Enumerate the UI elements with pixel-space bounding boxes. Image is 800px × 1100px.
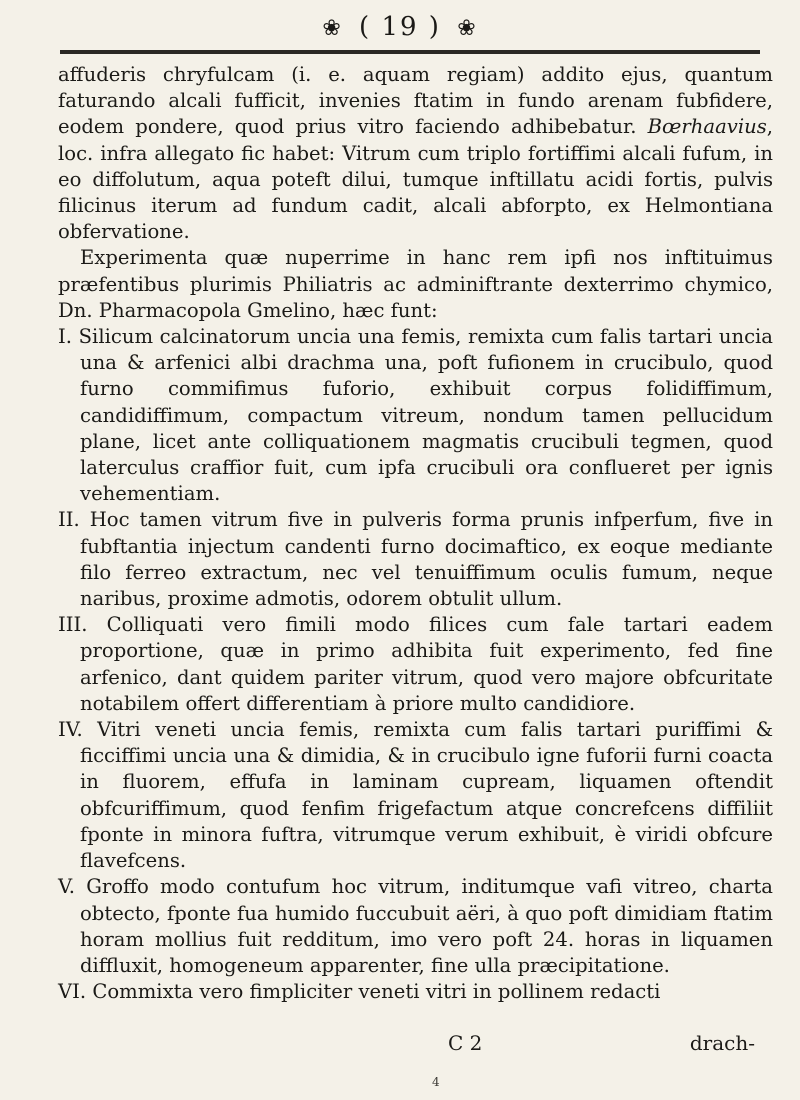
page-number: ( 19 ) [359,12,441,42]
page-header [0,12,800,42]
signature-mark: C 2 [448,1031,483,1055]
paragraph-1: affuderis chryfulcam (i. e. aquam regiam) addito ejus, quantum faturando alcali fufficit, invenies ftatim in fundo arenam fubfidere, eodem pondere, quod prius vitro faciendo adhibebatur. Bœrhaavius, loc. infra allegato fic habet: Vitrum cum triplo fortiffimi alcali fufum, in eo diffolutum, aqua poteft dilui, tumque inftillatu acidi fortis, pulvis filicinus iterum ad fundum cadit, alcali abforpto, ex Helmontiana obfervatione. [58,63,774,244]
footer-mark: 4 [432,1075,440,1089]
header-rule [60,50,760,54]
body-text [58,62,773,1005]
left-ornament-icon: ❀ [322,16,343,41]
author-name: Bœrhaavius [647,115,767,139]
catchword: drach- [689,1031,755,1055]
paragraph-2: Experimenta quæ nuperrime in hanc rem ipfi nos inftituimus præfentibus plurimis Philiatris ac adminiftrante dexterrimo chymico, Dn. Pharmacopola Gmelino, hæc funt: [58,246,773,322]
right-ornament-icon: ❀ [457,16,478,41]
experiment-3: III. Colliquati vero fimili modo filices cum fale tartari eadem proportione, quæ in primo adhibita fuit experimento, fed fine arfenico, dant quidem pariter vitrum, quod vero majore obfcuritate notabilem offert differentiam à priore multo candidiore. [58,613,773,715]
experiment-1: I. Silicum calcinatorum uncia una femis, remixta cum falis tartari uncia una & arfenici albi drachma una, poft fufionem in crucibulo, quod furno commifimus fuforio, exhibuit corpus folidiffimum, candidiffimum, compactum vitreum, nondum tamen pellucidum plane, licet ante colliquationem magmatis crucibuli tegmen, quod laterculus craffior fuit, cum ipfa crucibuli ora conflueret per ignis vehementiam. [58,325,773,506]
experiment-6: VI. Commixta vero fimpliciter veneti vitri in pollinem redacti [58,980,661,1004]
experiment-5: V. Groffo modo contufum hoc vitrum, inditumque vafi vitreo, charta obtecto, fponte fua humido fuccubuit aëri, à quo poft dimidiam ftatim horam mollius fuit redditum, imo vero poft 24. horas in liquamen diffluxit, homogeneum apparenter, fine ulla præcipitatione. [58,875,773,977]
experiment-4: IV. Vitri veneti uncia femis, remixta cum falis tartari puriffimi & ficciffimi uncia una & dimidia, & in crucibulo igne fuforii furni coacta in fluorem, effufa in laminam cupream, liquamen oftendit obfcuriffimum, quod fenfim frigefactum atque concrefcens diffiliit fponte in minora fuftra, vitrumque verum exhibuit, è viridi obfcure flavefcens. [58,718,774,873]
experiment-2: II. Hoc tamen vitrum five in pulveris forma prunis infperfum, five in fubftantia injectum candenti furno docimaftico, ex eoque mediante filo ferreo extractum, nec vel tenuiffimum oculis fumum, neque naribus, proxime admotis, odorem obtulit ullum. [58,508,773,611]
